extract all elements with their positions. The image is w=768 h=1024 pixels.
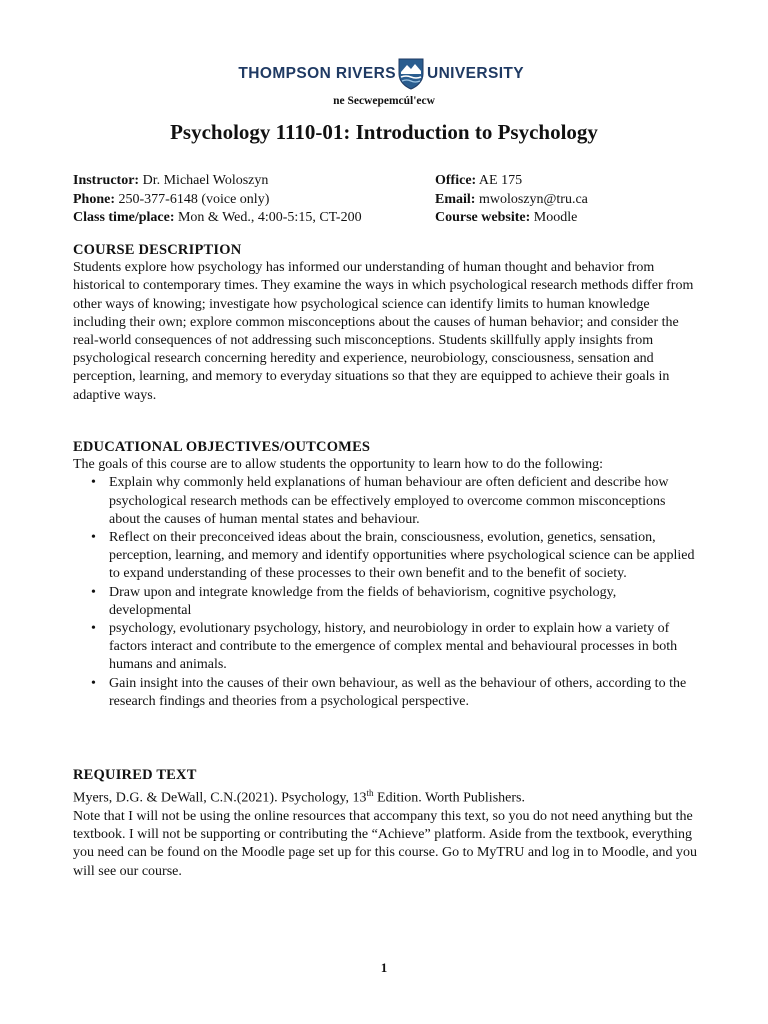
- objectives-heading: EDUCATIONAL OBJECTIVES/OUTCOMES: [73, 439, 371, 455]
- website-label: Course website:: [435, 210, 531, 225]
- email-label: Email:: [435, 191, 476, 207]
- list-item: • psychology, evolutionary psychology, history, and neurobiology in order to explain how a variety of factors interact and contribute to the emergence of complex mental and behavioural processes in both humans and animals.: [91, 620, 699, 675]
- required-text-heading: REQUIRED TEXT: [73, 767, 197, 783]
- list-item: • Gain insight into the causes of their own behaviour, as well as the behaviour of others, according to the research findings and theories from a psychological perspective.: [91, 675, 699, 711]
- logo-text-left: THOMPSON RIVERS: [238, 65, 396, 82]
- course-description-heading: COURSE DESCRIPTION: [73, 242, 242, 258]
- objectives-section: [73, 438, 699, 711]
- class-time-value: Mon & Wed., 4:00-5:15, CT-200: [174, 210, 362, 225]
- indigenous-territory-subtitle: ne Secwepemcúl'ecw: [333, 95, 435, 107]
- office-row: [435, 172, 588, 191]
- crest-icon: [398, 58, 424, 90]
- course-info-left: [73, 172, 362, 228]
- citation-superscript: th: [366, 788, 374, 799]
- email-row: [435, 191, 588, 210]
- email-value: mwoloszyn@tru.ca: [475, 191, 588, 207]
- phone-label: Phone:: [73, 191, 115, 207]
- website-value: Moodle: [530, 210, 578, 225]
- list-item: • Reflect on their preconceived ideas about the brain, consciousness, evolution, genetics, sensation, perception, learning, and memory and identify opportunities where psychological science can be applied to expand understanding of these processes to their own benefit and to the benefit of society.: [91, 529, 699, 584]
- phone-value: 250-377-6148 (voice only): [115, 191, 270, 207]
- objectives-list: [73, 474, 699, 711]
- instructor-row: [73, 172, 362, 191]
- logo-text-right: UNIVERSITY: [427, 65, 525, 82]
- university-logo: [0, 58, 768, 94]
- office-value: AE 175: [476, 173, 523, 188]
- instructor-label: Instructor:: [73, 173, 140, 188]
- class-time-row: [73, 209, 362, 228]
- phone-row: [73, 191, 362, 210]
- page-title: Psychology 1110-01: Introduction to Psychology: [170, 120, 598, 144]
- objectives-intro: The goals of this course are to allow students the opportunity to learn how to do the following:: [73, 457, 603, 473]
- list-item: • Draw upon and integrate knowledge from the fields of behaviorism, cognitive psychology, developmental: [91, 584, 699, 620]
- course-info-right: [435, 172, 588, 228]
- office-label: Office:: [435, 173, 477, 188]
- textbook-citation: [73, 784, 699, 808]
- course-description-text: Students explore how psychology has informed our understanding of human thought and behavior from historical to contemporary times. They examine the ways in which psychological research methods differ from other ways of knowing; investigate how psychological science can identify limits to human knowledge including their own; explore common misconceptions about the causes of human behavior; and consider the real-world consequences of not addressing such misconceptions. Students skillfully apply insights from psychological research concerning heredity and experience, neurobiology, consciousness, sensation and perception, learning, and memory to everyday situations so that they are equipped to achieve their goals in adaptive ways.: [73, 260, 694, 403]
- textbook-note: Note that I will not be using the online resources that accompany this text, so you do not need anything but the textbook. I will not be supporting or contributing the “Achieve” platform. Aside from the textbook, everything you need can be found on the Moodle page set up for this course. Go to MyTRU and log in to Moodle, and you will see our course.: [73, 809, 698, 879]
- citation-main: Myers, D.G. & DeWall, C.N.(2021). Psychology, 13: [73, 790, 367, 806]
- citation-publisher: Edition. Worth Publishers.: [373, 790, 525, 806]
- required-text-section: [73, 766, 699, 881]
- course-description-section: [73, 241, 699, 405]
- website-row: [435, 209, 588, 228]
- list-item: • Explain why commonly held explanations of human behaviour are often deficient and describe how psychological research methods can be effectively employed to overcome common misconceptions about the causes of human mental states and behaviour.: [91, 474, 699, 529]
- class-time-label: Class time/place:: [73, 210, 175, 225]
- instructor-value: Dr. Michael Woloszyn: [139, 173, 269, 188]
- page-number: 1: [380, 960, 388, 975]
